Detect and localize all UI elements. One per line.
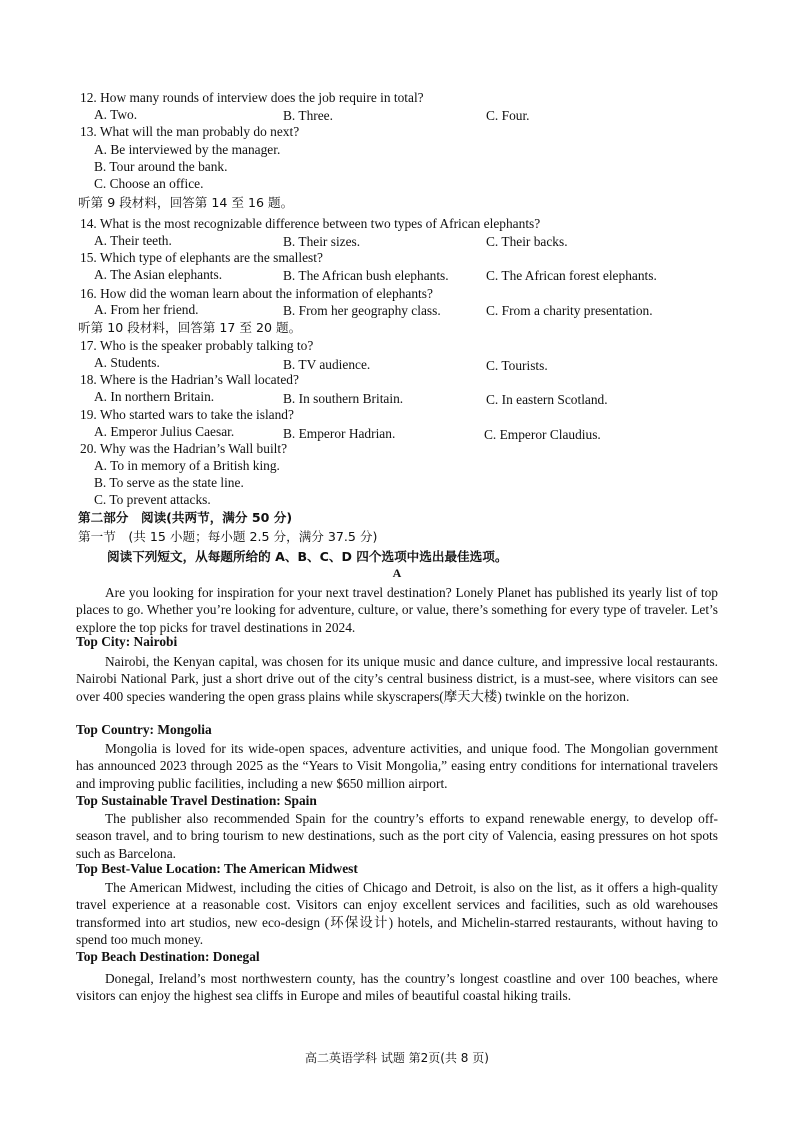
section-one-title: 第一节 (共 15 小题；每小题 2.5 分，满分 37.5 分) [78,529,378,544]
question-18-stem: 18. Where is the Hadrian’s Wall located? [80,372,299,387]
question-18-option-b: B. In southern Britain. [283,391,404,406]
reading-instruction: 阅读下列短文，从每题所给的 A、B、C、D 四个选项中选出最佳选项。 [107,549,508,564]
question-16-option-b: B. From her geography class. [283,303,441,318]
passage-intro-text: Are you looking for inspiration for your next travel destination? Lonely Planet has published its yearly list of top places to go. Whether you’re looking for adventure, culture, or value, there’s something for every type of traveler. Let’s explore the top picks for travel destinations in 2024. [76,585,718,635]
paragraph-top-city [76,653,718,705]
heading-top-beach: Top Beach Destination: Donegal [76,949,260,964]
page-footer: 高二英语学科 试题 第2页(共 8 页) [305,1051,489,1065]
question-20-option-b: B. To serve as the state line. [94,475,244,490]
question-17-option-c: C. Tourists. [486,358,548,373]
question-16-option-c: C. From a charity presentation. [486,303,653,318]
question-17-option-b: B. TV audience. [283,357,371,372]
question-20-option-c: C. To prevent attacks. [94,492,211,507]
question-12-option-c: C. Four. [486,108,530,123]
paragraph-top-beach [76,970,718,1005]
question-12-stem: 12. How many rounds of interview does the job require in total? [80,90,424,105]
question-13-option-a: A. Be interviewed by the manager. [94,142,281,157]
question-16-stem: 16. How did the woman learn about the information of elephants? [80,286,433,301]
question-15-option-a: A. The Asian elephants. [94,267,223,282]
question-15-stem: 15. Which type of elephants are the smallest? [80,250,323,265]
question-19-option-b: B. Emperor Hadrian. [283,426,396,441]
question-20-option-a: A. To in memory of a British king. [94,458,280,473]
question-19-option-a: A. Emperor Julius Caesar. [94,424,235,439]
part-two-title: 第二部分 阅读(共两节，满分 50 分) [78,510,293,525]
paragraph-top-beach-text: Donegal, Ireland’s most northwestern county, has the country’s longest coastline and over 100 beaches, where visitors can enjoy the highest sea cliffs in Europe and miles of beautiful coastal hiking trails. [76,971,718,1004]
question-13-option-b: B. Tour around the bank. [94,159,228,174]
heading-top-city: Top City: Nairobi [76,634,178,649]
question-14-option-b: B. Their sizes. [283,234,361,249]
question-16-option-a: A. From her friend. [94,302,199,317]
paragraph-top-best-value [76,879,718,949]
question-17-option-a: A. Students. [94,355,160,370]
paragraph-top-country-text: Mongolia is loved for its wide-open spaces, adventure activities, and unique food. The Mongolian government has announced 2023 through 2025 as the “Years to Visit Mongolia,” easing entry conditions for international travelers and improving public facilities, including a new $650 million airport. [76,741,718,791]
heading-top-sustainable: Top Sustainable Travel Destination: Spain [76,793,317,808]
question-20-stem: 20. Why was the Hadrian’s Wall built? [80,441,288,456]
paragraph-top-city-text: Nairobi, the Kenyan capital, was chosen for its unique music and dance culture, and impressive local restaurants. Nairobi National Park, just a short drive out of the city’s central business district, is a must-see, where visitors can see over 400 species wandering the open grass plains while skyscrapers(摩天大楼) twinkle on the horizon. [76,654,718,704]
paragraph-top-sustainable [76,810,718,862]
paragraph-top-country [76,740,718,792]
question-12-option-a: A. Two. [94,107,138,122]
question-13-stem: 13. What will the man probably do next? [80,124,300,139]
question-18-option-c: C. In eastern Scotland. [486,392,608,407]
heading-top-country: Top Country: Mongolia [76,722,212,737]
question-14-option-a: A. Their teeth. [94,233,172,248]
question-19-option-c: C. Emperor Claudius. [484,427,601,442]
paragraph-top-sustainable-text: The publisher also recommended Spain for the country’s efforts to expand renewable energy, to develop off-season travel, and to bring tourism to new destinations, such as the port city of Valencia, easing pressures on hot spots such as Barcelona. [76,811,718,861]
question-17-stem: 17. Who is the speaker probably talking to? [80,338,314,353]
instruction-material-10: 听第 10 段材料，回答第 17 至 20 题。 [78,320,302,335]
question-14-option-c: C. Their backs. [486,234,568,249]
passage-intro [76,584,718,636]
question-19-stem: 19. Who started wars to take the island? [80,407,294,422]
instruction-material-9: 听第 9 段材料，回答第 14 至 16 题。 [78,195,294,210]
passage-label: A [392,566,402,580]
question-18-option-a: A. In northern Britain. [94,389,215,404]
paragraph-top-best-value-text: The American Midwest, including the cities of Chicago and Detroit, is also on the list, as it offers a high-quality travel experience at a reasonable cost. Visitors can enjoy excellent services and facilities, such as old warehouses transformed into art studios, new eco-design (环保设计) hotels, and Michelin-starred restaurants, without having to spend too much money. [76,880,718,948]
heading-top-best-value: Top Best-Value Location: The American Midwest [76,861,358,876]
question-12-option-b: B. Three. [283,108,333,123]
question-15-option-c: C. The African forest elephants. [486,268,657,283]
question-13-option-c: C. Choose an office. [94,176,204,191]
question-14-stem: 14. What is the most recognizable difference between two types of African elephants? [80,216,541,231]
question-15-option-b: B. The African bush elephants. [283,268,449,283]
